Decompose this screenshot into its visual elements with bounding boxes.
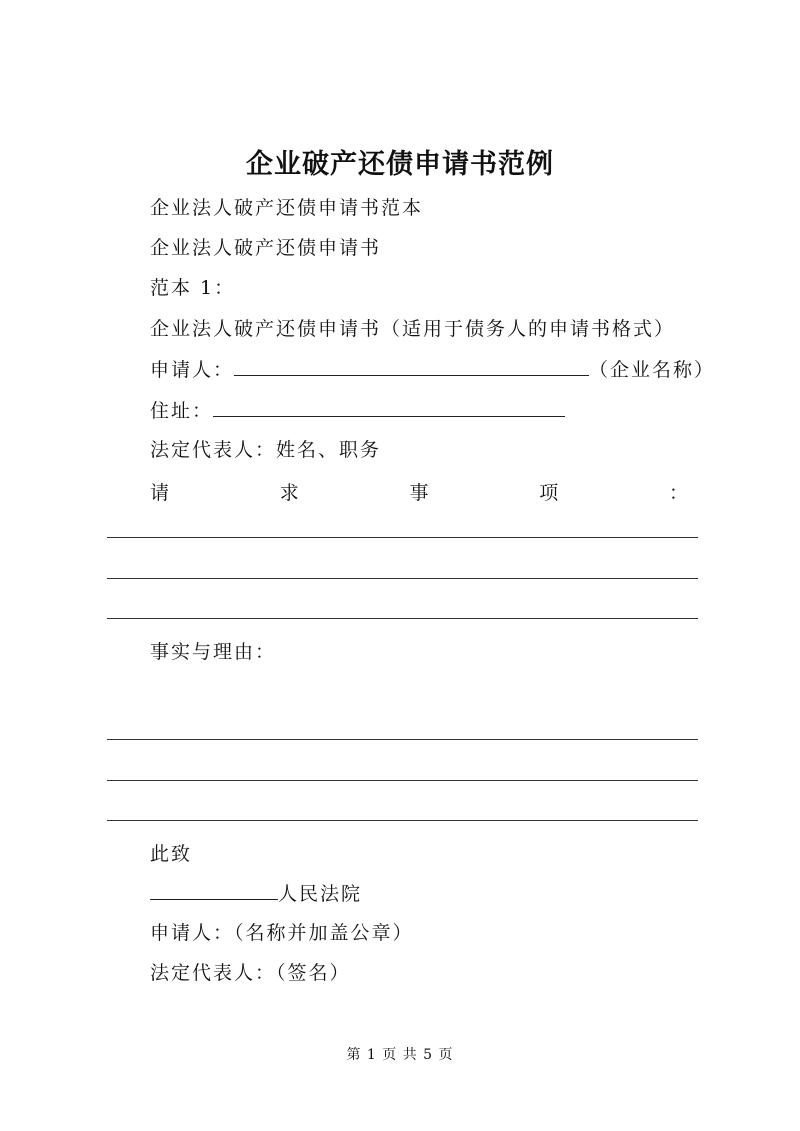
request-char: 请 <box>150 482 170 504</box>
facts-blank-line[interactable] <box>107 739 698 740</box>
applicant-blank[interactable] <box>234 357 589 376</box>
subtitle-2: 企业法人破产还债申请书 <box>150 237 382 259</box>
applicant-label: 申请人： <box>150 359 235 381</box>
page-footer: 第 1 页 共 5 页 <box>346 1047 454 1063</box>
request-char: 事 <box>409 482 429 504</box>
request-blank-line[interactable] <box>107 618 698 619</box>
address-line <box>150 398 565 423</box>
request-blank-line[interactable] <box>107 537 698 538</box>
subtitle-1: 企业法人破产还债申请书范本 <box>150 197 424 219</box>
address-label: 住址： <box>150 400 214 422</box>
template-number: 范本 1： <box>150 277 236 299</box>
facts-and-reasons: 事实与理由： <box>150 641 277 663</box>
request-char: ： <box>668 482 688 504</box>
request-blank-line[interactable] <box>107 578 698 579</box>
court-blank[interactable] <box>150 881 278 900</box>
request-char: 项 <box>539 482 559 504</box>
closing: 此致 <box>150 843 193 865</box>
facts-blank-line[interactable] <box>107 780 698 781</box>
court-suffix: 人民法院 <box>278 883 363 905</box>
applicant-suffix: （企业名称） <box>589 359 716 381</box>
facts-blank-line[interactable] <box>107 820 698 821</box>
applicant-line <box>150 357 715 382</box>
applicant-signature: 申请人：（名称并加盖公章） <box>150 922 414 944</box>
request-char: 求 <box>279 482 299 504</box>
legal-representative: 法定代表人：姓名、职务 <box>150 439 382 461</box>
document-title: 企业破产还债申请书范例 <box>246 149 554 180</box>
court-line <box>150 881 362 906</box>
form-heading: 企业法人破产还债申请书（适用于债务人的申请书格式） <box>150 318 676 340</box>
request-items-heading <box>150 478 688 505</box>
representative-signature: 法定代表人：（签名） <box>150 962 351 984</box>
address-blank[interactable] <box>213 398 565 417</box>
